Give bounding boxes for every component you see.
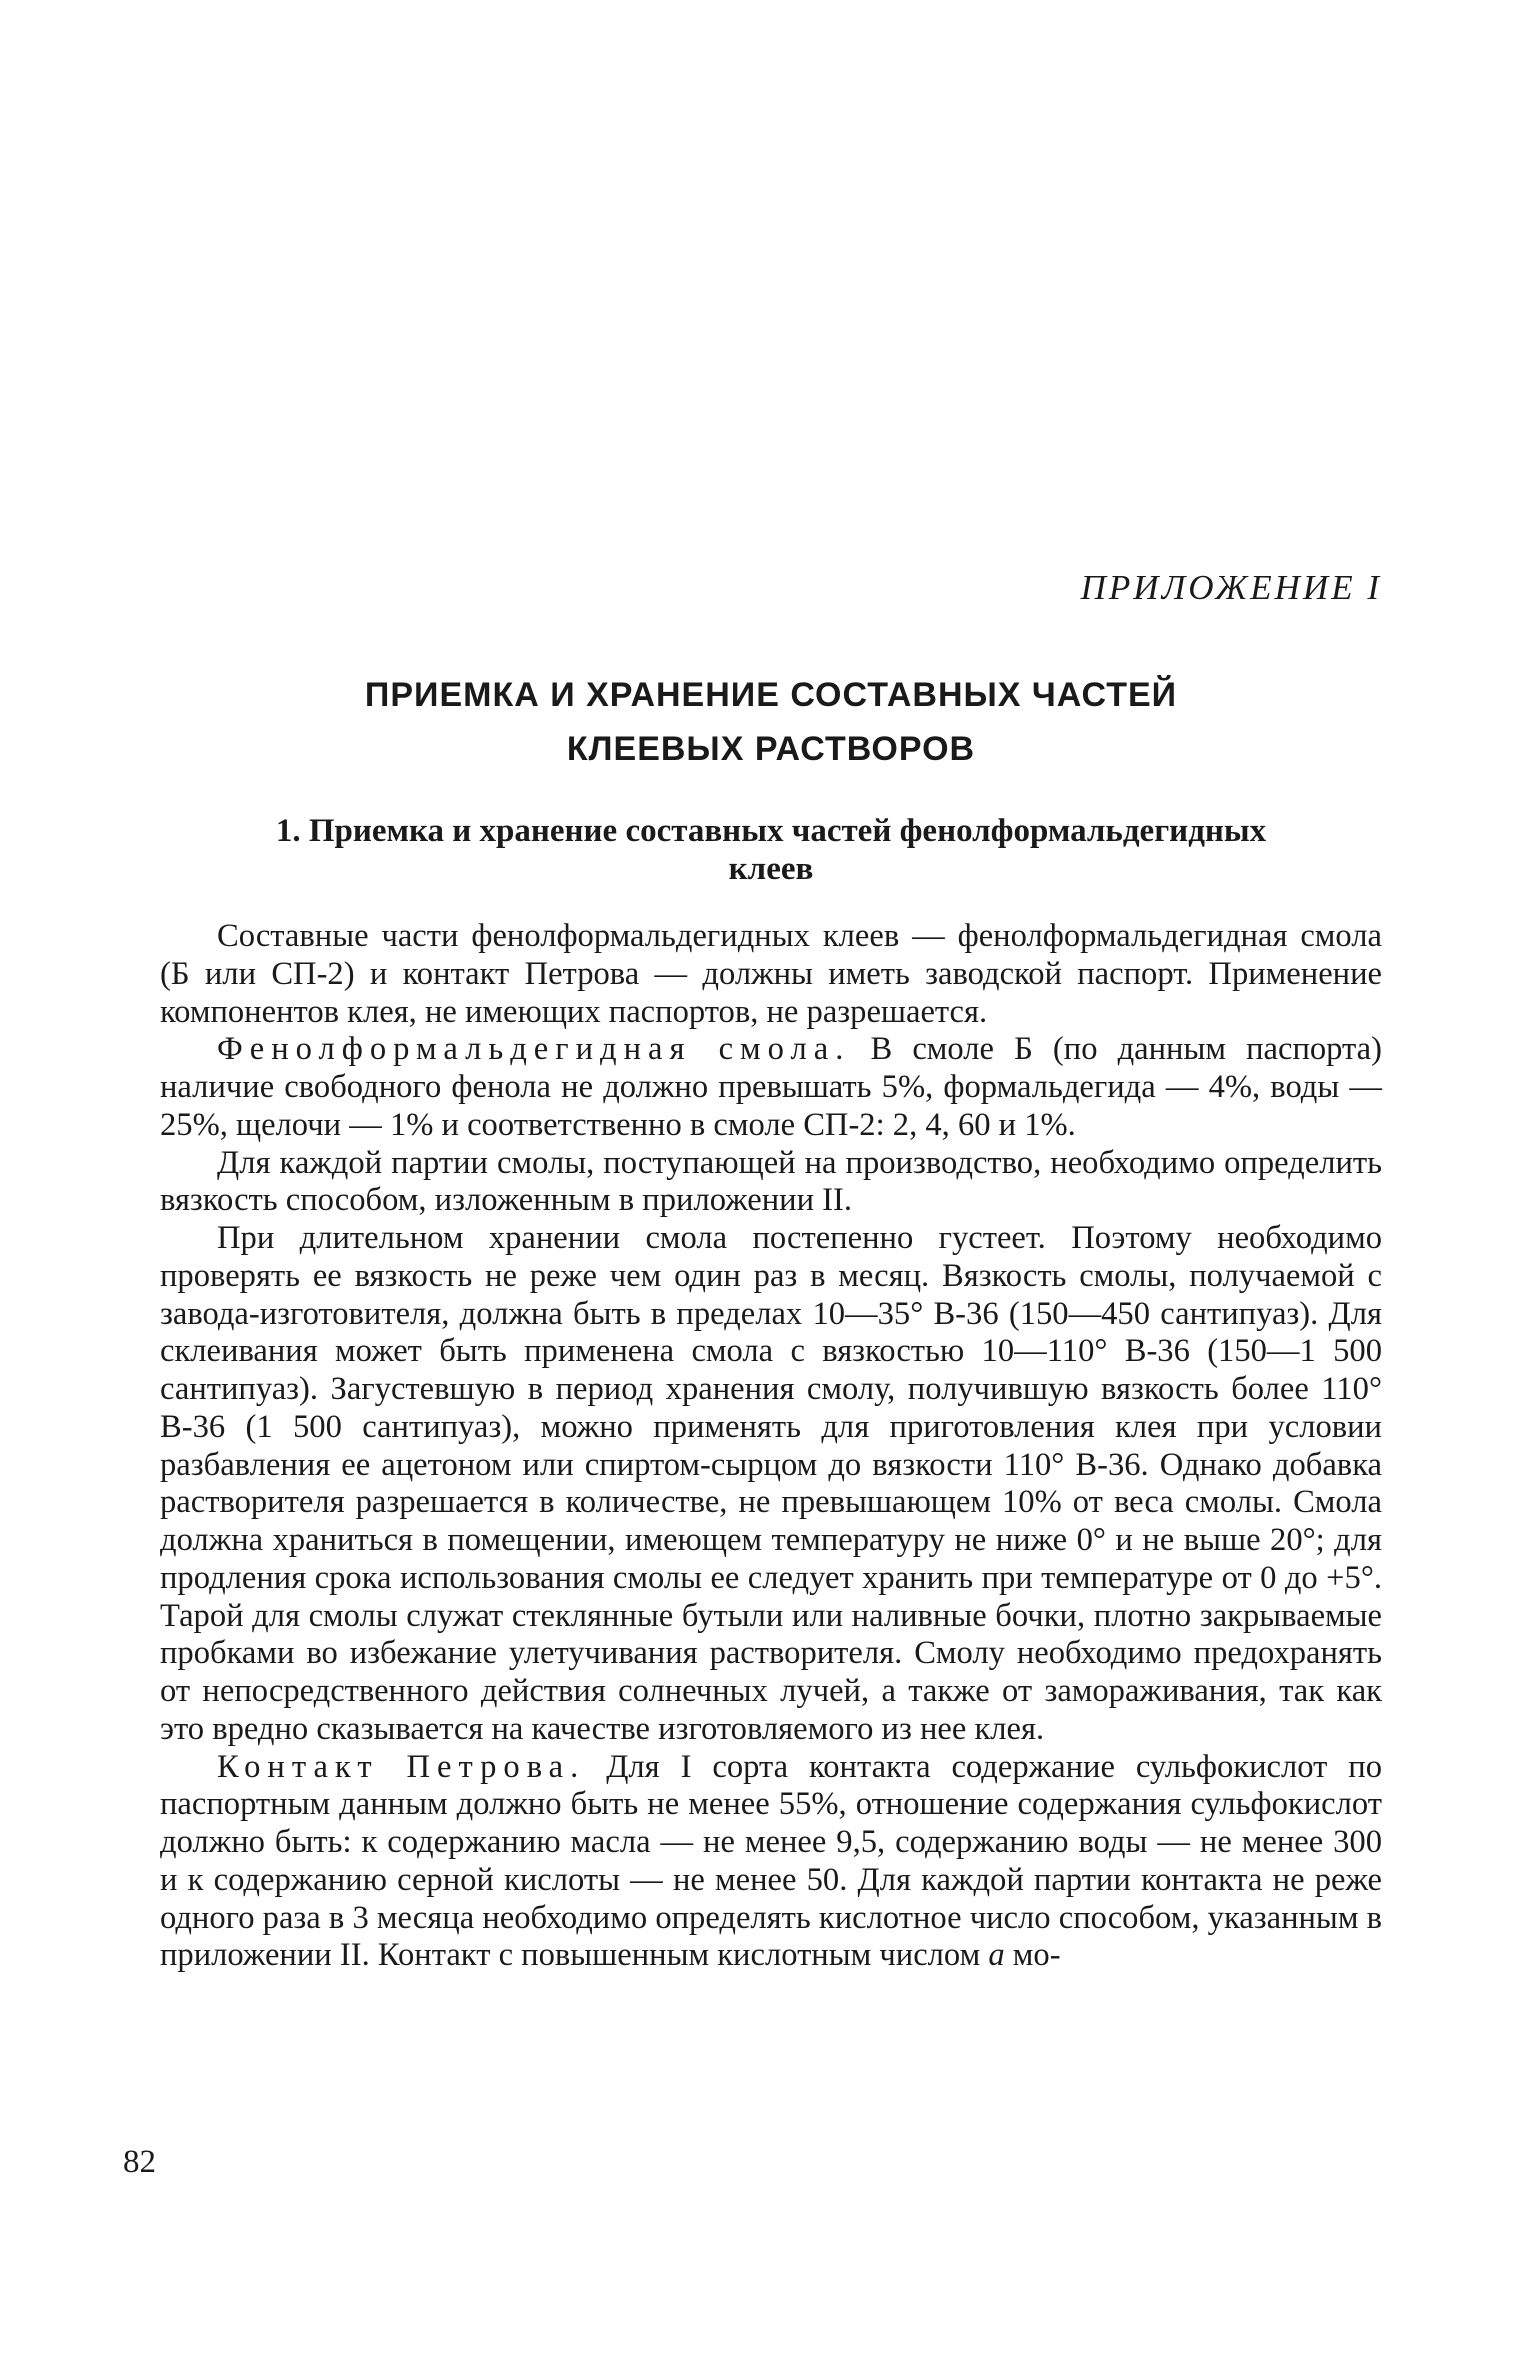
paragraph-5 (160, 1749, 1382, 1976)
paragraph-5-lead: Контакт Петрова. (217, 1748, 586, 1785)
document-title (160, 668, 1382, 776)
paragraph-3: Для каждой партии смолы, поступающей на производство, необходимо определить вязкость способом, изложенным в приложении II. (160, 1144, 1382, 1219)
appendix-label: ПРИЛОЖЕНИЕ I (1080, 568, 1382, 607)
section-heading (160, 812, 1382, 888)
paragraph-2 (160, 1031, 1382, 1144)
section-heading-line-2: клеев (728, 851, 814, 887)
body-text (160, 918, 1382, 1975)
title-line-2: КЛЕЕВЫХ РАСТВОРОВ (566, 730, 976, 768)
page-number: 82 (123, 2144, 156, 2180)
paragraph-5-italic: a (988, 1937, 1005, 1974)
paragraph-5-tail: мо- (1004, 1937, 1061, 1974)
paragraph-4: При длительном хранении смола постепенно густеет. Поэтому необходимо проверять ее вязкость не реже чем один раз в месяц. Вязкость смолы, получаемой с завода-изготовителя, должна быть в пределах 10—35° В-36 (150—450 сантипуаз). Для склеивания может быть применена смола с вязкостью 10—110° В-36 (150—1 500 сантипуаз). Загустевшую в период хранения смолу, получившую вязкость более 110° В-36 (1 500 сантипуаз), можно применять для приготовления клея при условии разбавления ее ацетоном или спиртом-сырцом до вязкости 110° В-36. Однако добавка растворителя разрешается в количестве, не превышающем 10% от веса смолы. Смола должна храниться в помещении, имеющем температуру не ниже 0° и не выше 20°; для продления срока использования смолы ее следует хранить при температуре от 0 до +5°. Тарой для смолы служат стеклянные бутыли или наливные бочки, плотно закрываемые пробками во избежание улетучивания растворителя. Смолу необходимо предохранять от непосредственного действия солнечных лучей, а также от замораживания, так как это вредно сказывается на качестве изготовляемого из нее клея. (160, 1220, 1382, 1747)
paragraph-1: Составные части фенолформальдегидных клеев — фенолформальдегидная смола (Б или СП-2) и контакт Петрова — должны иметь заводской паспорт. Применение компонентов клея, не имеющих паспортов, не разрешается. (160, 918, 1382, 1030)
section-heading-line-1: 1. Приемка и хранение составных частей фенолформальдегидных (275, 813, 1267, 849)
title-line-1: ПРИЕМКА И ХРАНЕНИЕ СОСТАВНЫХ ЧАСТЕЙ (364, 676, 1178, 714)
paragraph-2-text: В смоле Б (по данным паспорта) наличие свободного фенола не должно превышать 5%, формальдегида — 4%, воды — 25%, щелочи — 1% и соответственно в смоле СП-2: 2, 4, 60 и 1%. (160, 1031, 1382, 1143)
paragraph-2-lead: Фенолформальдегидная смола. (217, 1031, 851, 1068)
paragraph-5-text: Для I сорта контакта содержание сульфокислот по паспортным данным должно быть не менее 55%, отношение содержания сульфокислот должно быть: к содержанию масла — не менее 9,5, содержанию воды — не менее 300 и к содержанию серной кислоты — не менее 50. Для каждой партии контакта не реже одного раза в 3 месяца необходимо определять кислотное число способом, указанным в приложении II. Контакт с повышенным кислотным числом (160, 1748, 1382, 1974)
